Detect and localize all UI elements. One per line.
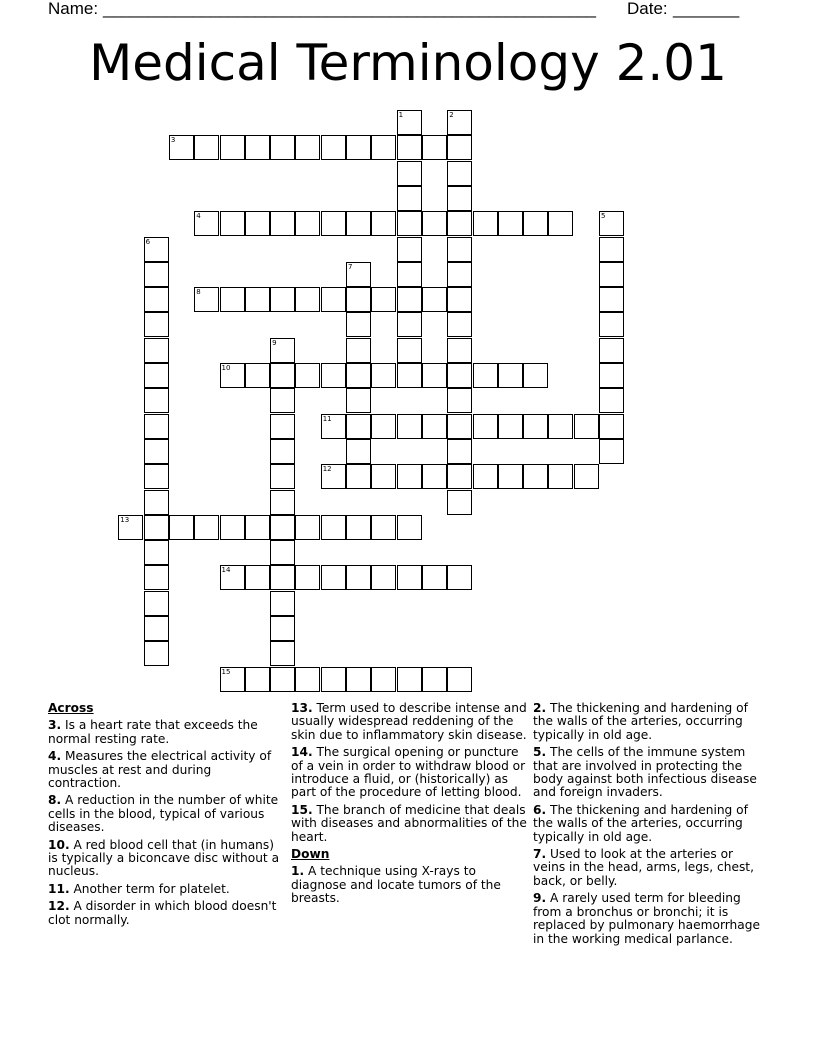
grid-cell[interactable] xyxy=(371,414,396,439)
clue-across-15: 15. The branch of medicine that deals with diseases and abnormalities of the heart. xyxy=(291,802,527,844)
grid-cell[interactable] xyxy=(270,414,295,439)
grid-cell[interactable] xyxy=(144,616,169,641)
grid-cell[interactable] xyxy=(371,565,396,590)
grid-cell[interactable] xyxy=(245,565,270,590)
grid-cell[interactable] xyxy=(220,135,245,160)
grid-cell[interactable] xyxy=(397,363,422,388)
grid-cell[interactable] xyxy=(270,211,295,236)
grid-cell[interactable] xyxy=(144,591,169,616)
grid-cell[interactable] xyxy=(574,414,599,439)
grid-cell[interactable] xyxy=(473,211,498,236)
grid-cell[interactable] xyxy=(422,287,447,312)
grid-cell[interactable] xyxy=(447,237,472,262)
grid-cell[interactable] xyxy=(346,287,371,312)
grid-cell[interactable] xyxy=(295,667,320,692)
grid-cell[interactable] xyxy=(295,211,320,236)
grid-cell[interactable] xyxy=(422,464,447,489)
grid-cell[interactable] xyxy=(321,363,346,388)
grid-cell[interactable] xyxy=(144,540,169,565)
clue-number: 13 xyxy=(120,515,130,524)
grid-cell[interactable] xyxy=(447,490,472,515)
clue-number: 6 xyxy=(145,237,151,246)
name-label: Name: xyxy=(48,0,99,18)
grid-cell[interactable] xyxy=(270,338,295,363)
grid-cell[interactable] xyxy=(599,363,624,388)
grid-cell[interactable] xyxy=(144,464,169,489)
grid-cell[interactable] xyxy=(346,388,371,413)
grid-cell[interactable] xyxy=(346,464,371,489)
grid-cell[interactable] xyxy=(346,667,371,692)
grid-cell[interactable] xyxy=(599,338,624,363)
grid-cell[interactable] xyxy=(321,515,346,540)
grid-cell[interactable] xyxy=(548,464,573,489)
across-heading: Across xyxy=(48,701,94,715)
grid-cell[interactable] xyxy=(144,312,169,337)
grid-cell[interactable] xyxy=(194,515,219,540)
grid-cell[interactable] xyxy=(371,667,396,692)
grid-cell[interactable] xyxy=(270,565,295,590)
grid-cell[interactable] xyxy=(321,135,346,160)
grid-cell[interactable] xyxy=(422,135,447,160)
grid-cell[interactable] xyxy=(371,211,396,236)
grid-cell[interactable] xyxy=(270,287,295,312)
clue-down-6: 6. The thickening and hardening of the walls of the arteries, occurring typically in old age. xyxy=(533,802,748,844)
down-heading: Down xyxy=(291,847,330,862)
grid-cell[interactable] xyxy=(270,515,295,540)
grid-cell[interactable] xyxy=(346,363,371,388)
grid-cell[interactable] xyxy=(371,287,396,312)
grid-cell[interactable] xyxy=(245,515,270,540)
grid-cell[interactable] xyxy=(346,338,371,363)
grid-cell[interactable] xyxy=(447,667,472,692)
grid-cell[interactable] xyxy=(321,565,346,590)
grid-cell[interactable] xyxy=(599,414,624,439)
grid-cell[interactable] xyxy=(599,388,624,413)
grid-cell[interactable] xyxy=(321,287,346,312)
grid-cell[interactable] xyxy=(321,464,346,489)
clue-number: 10 xyxy=(221,364,231,372)
grid-cell[interactable] xyxy=(397,287,422,312)
grid-cell[interactable] xyxy=(245,363,270,388)
grid-cell[interactable] xyxy=(498,414,523,439)
grid-cell[interactable] xyxy=(169,515,194,540)
grid-cell[interactable] xyxy=(397,515,422,540)
grid-cell[interactable] xyxy=(523,211,548,236)
clue-number: 3 xyxy=(170,136,176,145)
grid-cell[interactable] xyxy=(144,262,169,287)
grid-cell[interactable] xyxy=(346,211,371,236)
grid-cell[interactable] xyxy=(447,464,472,489)
grid-cell[interactable] xyxy=(220,515,245,540)
grid-cell[interactable] xyxy=(548,414,573,439)
grid-cell[interactable] xyxy=(194,287,219,312)
grid-cell[interactable] xyxy=(144,565,169,590)
clue-across-13: 13. Term used to describe intense and usually widespread reddening of the skin due to inflammatory skin disease. xyxy=(291,701,527,742)
grid-cell[interactable] xyxy=(245,667,270,692)
grid-cell[interactable] xyxy=(144,490,169,515)
name-line[interactable]: _______________________________________________________ xyxy=(103,0,596,18)
grid-cell[interactable] xyxy=(397,464,422,489)
grid-cell[interactable] xyxy=(574,464,599,489)
grid-cell[interactable] xyxy=(599,312,624,337)
clue-number: 5 xyxy=(601,212,606,221)
grid-cell[interactable] xyxy=(144,414,169,439)
grid-cell[interactable] xyxy=(144,363,169,388)
grid-cell[interactable] xyxy=(220,565,245,590)
grid-cell[interactable] xyxy=(422,667,447,692)
grid-cell[interactable] xyxy=(346,515,371,540)
grid-cell[interactable] xyxy=(245,287,270,312)
grid-cell[interactable] xyxy=(144,439,169,464)
grid-cell[interactable] xyxy=(397,135,422,160)
grid-cell[interactable] xyxy=(194,135,219,160)
grid-cell[interactable] xyxy=(498,211,523,236)
clue-down-7: 7. Used to look at the arteries or veins in the head, arms, legs, chest, back, or belly. xyxy=(533,847,754,888)
grid-cell[interactable] xyxy=(346,439,371,464)
grid-cell[interactable] xyxy=(397,211,422,236)
page-title: Medical Terminology 2.01 xyxy=(89,34,727,92)
grid-cell[interactable] xyxy=(447,186,472,211)
grid-cell[interactable] xyxy=(371,515,396,540)
grid-cell[interactable] xyxy=(473,464,498,489)
grid-cell[interactable] xyxy=(397,667,422,692)
grid-cell[interactable] xyxy=(397,338,422,363)
grid-cell[interactable] xyxy=(321,667,346,692)
grid-cell[interactable] xyxy=(220,667,245,692)
grid-cell[interactable] xyxy=(523,464,548,489)
grid-cell[interactable] xyxy=(295,135,320,160)
grid-cell[interactable] xyxy=(144,641,169,666)
grid-cell[interactable] xyxy=(422,211,447,236)
grid-cell[interactable] xyxy=(245,135,270,160)
grid-cell[interactable] xyxy=(397,312,422,337)
grid-cell[interactable] xyxy=(144,515,169,540)
grid-cell[interactable] xyxy=(371,135,396,160)
grid-cell[interactable] xyxy=(473,414,498,439)
clue-down-9: 9. A rarely used term for bleeding from a bronchus or bronchi; it is replaced by pulmonary haemorrhage in the working medical parlance. xyxy=(533,891,760,946)
clue-number: 11 xyxy=(322,414,332,423)
grid-cell[interactable] xyxy=(397,262,422,287)
date-line[interactable]: _______ xyxy=(673,0,740,18)
grid-cell[interactable] xyxy=(397,186,422,211)
grid-cell[interactable] xyxy=(169,135,194,160)
grid-cell[interactable] xyxy=(447,338,472,363)
grid-cell[interactable] xyxy=(270,363,295,388)
grid-cell[interactable] xyxy=(447,262,472,287)
grid-cell[interactable] xyxy=(346,262,371,287)
grid-cell[interactable] xyxy=(295,515,320,540)
grid-cell[interactable] xyxy=(447,312,472,337)
grid-cell[interactable] xyxy=(371,363,396,388)
clue-across-3: 3. Is a heart rate that exceeds the normal resting rate. xyxy=(48,718,258,746)
clues-column-2 xyxy=(291,702,529,906)
grid-cell[interactable] xyxy=(270,540,295,565)
clue-number: 12 xyxy=(322,465,332,474)
grid-cell[interactable] xyxy=(498,464,523,489)
grid-cell[interactable] xyxy=(270,464,295,489)
grid-cell[interactable] xyxy=(270,616,295,641)
grid-cell[interactable] xyxy=(321,414,346,439)
grid-cell[interactable] xyxy=(118,515,143,540)
grid-cell[interactable] xyxy=(599,237,624,262)
grid-cell[interactable] xyxy=(346,135,371,160)
grid-cell[interactable] xyxy=(270,591,295,616)
date-label: Date: xyxy=(627,0,668,18)
grid-cell[interactable] xyxy=(422,363,447,388)
grid-cell[interactable] xyxy=(599,287,624,312)
grid-cell[interactable] xyxy=(473,363,498,388)
grid-cell[interactable] xyxy=(447,135,472,160)
grid-cell[interactable] xyxy=(144,287,169,312)
grid-cell[interactable] xyxy=(346,312,371,337)
grid-cell[interactable] xyxy=(447,439,472,464)
grid-cell[interactable] xyxy=(397,237,422,262)
grid-cell[interactable] xyxy=(447,388,472,413)
grid-cell[interactable] xyxy=(270,439,295,464)
grid-cell[interactable] xyxy=(447,161,472,186)
grid-cell[interactable] xyxy=(447,287,472,312)
clue-across-12: 12. A disorder in which blood doesn't clot normally. xyxy=(48,899,277,927)
grid-cell[interactable] xyxy=(270,667,295,692)
grid-cell[interactable] xyxy=(498,363,523,388)
grid-cell[interactable] xyxy=(447,110,472,135)
grid-cell[interactable] xyxy=(321,211,346,236)
grid-cell[interactable] xyxy=(144,237,169,262)
grid-cell[interactable] xyxy=(599,262,624,287)
grid-cell[interactable] xyxy=(447,363,472,388)
grid-cell[interactable] xyxy=(220,211,245,236)
clue-down-2: 2. The thickening and hardening of the walls of the arteries, occurring typically in old age. xyxy=(533,701,748,742)
clue-number: 9 xyxy=(272,338,277,347)
grid-cell[interactable] xyxy=(220,363,245,388)
grid-cell[interactable] xyxy=(523,414,548,439)
grid-cell[interactable] xyxy=(144,388,169,413)
grid-cell[interactable] xyxy=(270,388,295,413)
clue-down-1: 1. A technique using X-rays to diagnose and locate tumors of the breasts. xyxy=(291,864,501,906)
clue-across-11: 11. Another term for platelet. xyxy=(48,881,230,896)
grid-cell[interactable] xyxy=(371,464,396,489)
clue-number: 1 xyxy=(398,111,404,119)
grid-cell[interactable] xyxy=(548,211,573,236)
grid-cell[interactable] xyxy=(447,211,472,236)
grid-cell[interactable] xyxy=(523,363,548,388)
grid-cell[interactable] xyxy=(599,211,624,236)
grid-cell[interactable] xyxy=(194,211,219,236)
grid-cell[interactable] xyxy=(397,565,422,590)
grid-cell[interactable] xyxy=(220,287,245,312)
grid-cell[interactable] xyxy=(397,110,422,135)
clue-across-14: 14. The surgical opening or puncture of a vein in order to withdraw blood or introduce a fluid, or (historically) as part of the procedure of letting blood. xyxy=(291,745,526,800)
clue-across-4: 4. Measures the electrical activity of muscles at rest and during contraction. xyxy=(48,749,272,791)
clue-number: 15 xyxy=(221,667,231,676)
grid-cell[interactable] xyxy=(270,490,295,515)
grid-cell[interactable] xyxy=(397,414,422,439)
clue-number: 14 xyxy=(221,566,231,575)
grid-cell[interactable] xyxy=(346,565,371,590)
grid-cell[interactable] xyxy=(447,565,472,590)
clue-down-5: 5. The cells of the immune system that are involved in protecting the body against both infectious disease and foreign invaders. xyxy=(533,745,757,800)
grid-cell[interactable] xyxy=(295,363,320,388)
grid-cell[interactable] xyxy=(422,565,447,590)
grid-cell[interactable] xyxy=(397,161,422,186)
grid-cell[interactable] xyxy=(270,641,295,666)
clue-across-10: 10. A red blood cell that (in humans) is typically a biconcave disc without a nucleus. xyxy=(48,837,280,879)
across-clues-column-1 xyxy=(48,702,280,927)
grid-cell[interactable] xyxy=(295,287,320,312)
grid-cell[interactable] xyxy=(447,414,472,439)
clue-number: 8 xyxy=(196,288,201,297)
clue-number: 4 xyxy=(196,212,201,221)
grid-cell[interactable] xyxy=(346,414,371,439)
grid-cell[interactable] xyxy=(295,565,320,590)
grid-cell[interactable] xyxy=(245,211,270,236)
grid-cell[interactable] xyxy=(422,414,447,439)
clue-across-8: 8. A reduction in the number of white cells in the blood, typical of various diseases. xyxy=(48,793,279,835)
down-clues-column-3 xyxy=(533,702,765,946)
clue-number: 2 xyxy=(449,111,454,119)
grid-cell[interactable] xyxy=(144,338,169,363)
clue-number: 7 xyxy=(348,262,353,271)
grid-cell[interactable] xyxy=(599,439,624,464)
grid-cell[interactable] xyxy=(270,135,295,160)
